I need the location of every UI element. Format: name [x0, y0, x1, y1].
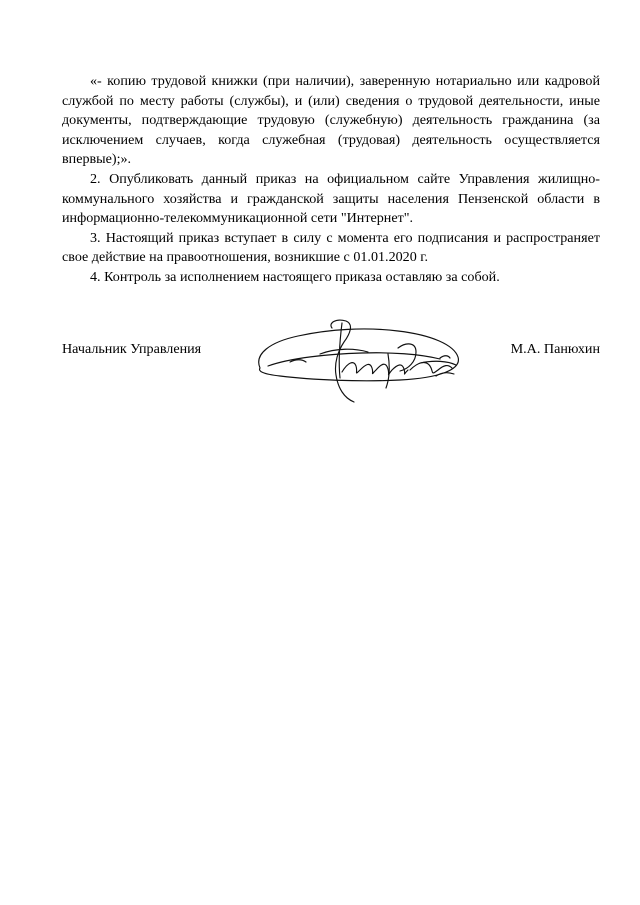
signatory-name: М.А. Панюхин [510, 341, 600, 357]
position-title: Начальник Управления [62, 341, 202, 357]
paragraph-control: 4. Контроль за исполнением настоящего приказа оставляю за собой. [90, 268, 500, 285]
paragraph-effective-date: 3. Настоящий приказ вступает в силу с момента его подписания и распространяет свое действие на правоотношения, возникшие с 01.01.2020 г. [62, 229, 600, 266]
paragraph-publish-order: 2. Опубликовать данный приказ на официальном сайте Управления жилищно-коммунального хозяйства и гражданской защиты населения Пензенской области в информационно-телекоммуникационной сети "Интернет". [62, 170, 600, 227]
signature-block [62, 314, 600, 404]
paragraph-work-book-copy: «- копию трудовой книжки (при наличии), заверенную нотариально или кадровой службой по месту работы (службы), и (или) сведения о трудовой деятельности, иные документы, подтверждающие трудовую (служебную) деятельность гражданина (за исключением случаев, когда служебная (трудовая) деятельность осуществляется впервые);». [62, 73, 600, 168]
document-body [62, 72, 600, 288]
handwritten-signature [250, 314, 470, 404]
